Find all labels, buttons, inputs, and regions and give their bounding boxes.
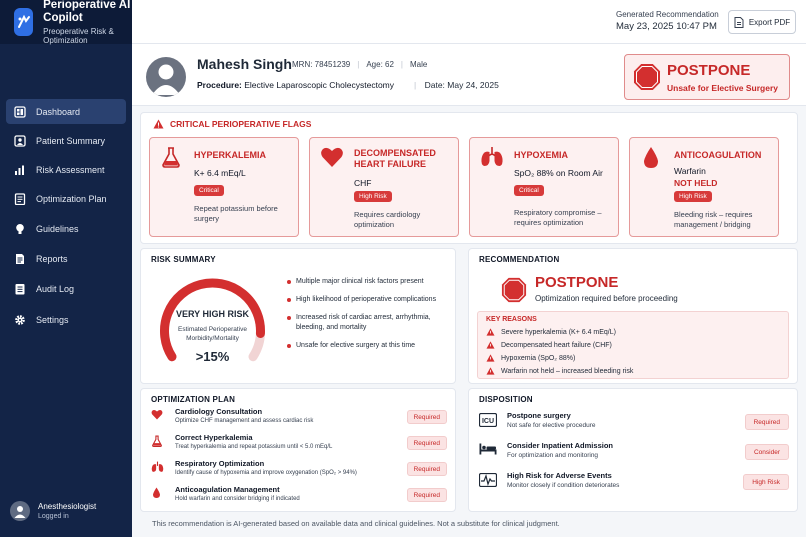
key-reason: [486, 367, 633, 375]
flag-title: DECOMPENSATED HEART FAILURE: [354, 148, 436, 169]
optimization-item-title: Anticoagulation Management: [175, 485, 280, 494]
bar-chart-icon: [14, 164, 26, 176]
status-banner: [624, 54, 790, 100]
key-reason-text: Decompensated heart failure (CHF): [501, 341, 612, 349]
flag-value: Warfarin: [674, 166, 706, 176]
sidebar-item-label: Risk Assessment: [36, 164, 105, 175]
warning-icon: [486, 367, 495, 375]
requirement-tag: Required: [407, 488, 447, 502]
warning-icon: [486, 341, 495, 349]
disposition-item-postpone[interactable]: [479, 409, 789, 439]
generated-date: May 23, 2025 10:47 PM: [616, 21, 717, 32]
key-reason: [486, 354, 575, 362]
disposition-panel: [468, 388, 798, 512]
severity-badge: High Risk: [354, 191, 392, 202]
stop-sign-icon: [501, 277, 527, 303]
flag-card-hypoxemia[interactable]: [469, 137, 619, 237]
blood-drop-icon: [640, 146, 662, 170]
sidebar-item-label: Dashboard: [36, 106, 81, 117]
lungs-icon: [151, 461, 164, 473]
disposition-tag: High Risk: [743, 474, 789, 490]
main-content: [132, 0, 806, 537]
sidebar-item-reports[interactable]: [6, 246, 126, 271]
recommendation-panel: [468, 248, 798, 384]
patient-age: Age: 62: [366, 60, 394, 69]
flag-title: ANTICOAGULATION: [674, 150, 762, 160]
optimization-item-hyperkalemia[interactable]: [151, 432, 447, 456]
flag-card-heart-failure[interactable]: [309, 137, 459, 237]
app-subtitle: Preoperative Risk & Optimization: [43, 27, 114, 45]
flags-title: [153, 119, 311, 129]
key-reason: [486, 328, 616, 336]
user-icon: [146, 57, 186, 97]
sidebar-item-dashboard[interactable]: [6, 99, 126, 124]
user-status: Logged in: [38, 513, 69, 520]
severity-badge: High Risk: [674, 191, 712, 202]
disposition-item-admission[interactable]: [479, 439, 789, 469]
key-reason: [486, 341, 612, 349]
user-profile[interactable]: [10, 501, 96, 521]
optimization-item-respiratory[interactable]: [151, 458, 447, 482]
svg-text:ICU: ICU: [481, 418, 495, 425]
risk-bullet-list: [287, 277, 452, 359]
generated-info: [616, 10, 719, 32]
disposition-item-title: Postpone surgery: [507, 411, 571, 420]
lungs-icon: [480, 146, 504, 168]
ecg-monitor-icon: [479, 473, 497, 487]
key-reasons-box: [477, 311, 789, 379]
export-pdf-button[interactable]: [728, 10, 796, 34]
lightbulb-icon: [14, 223, 26, 235]
procedure-date-line: | Date: May 24, 2025: [414, 80, 499, 90]
bed-icon: [479, 443, 497, 455]
procedure-label: Procedure:: [197, 80, 242, 90]
optimization-item-desc: Treat hyperkalemia and repeat potassium until < 5.0 mEq/L: [175, 444, 333, 450]
optimization-item-title: Respiratory Optimization: [175, 459, 265, 468]
flag-description: Bleeding risk – requires management / bridging: [674, 210, 753, 229]
flag-description: Requires cardiology optimization: [354, 210, 421, 229]
procedure-line: [197, 80, 394, 90]
critical-flags-panel: [140, 112, 798, 244]
requirement-tag: Required: [407, 436, 447, 450]
avatar: [10, 501, 30, 521]
flag-title: HYPOXEMIA: [514, 150, 569, 160]
flag-title: HYPERKALEMIA: [194, 150, 267, 160]
patient-card-icon: [14, 135, 26, 147]
flag-value: CHF: [354, 178, 372, 188]
recommendation-title: RECOMMENDATION: [479, 255, 560, 264]
sidebar-item-label: Patient Summary: [36, 135, 106, 146]
key-reason-text: Severe hyperkalemia (K+ 6.4 mEq/L): [501, 328, 616, 336]
risk-bullet: High likelihood of perioperative complications: [287, 295, 452, 305]
disposition-item-title: High Risk for Adverse Events: [507, 471, 612, 480]
patient-avatar: [146, 57, 186, 97]
disclaimer-footer: This recommendation is AI-generated based on available data and clinical guidelines. Not a substitute for clinical judgment.: [152, 519, 560, 528]
requirement-tag: Required: [407, 462, 447, 476]
optimization-item-desc: Hold warfarin and consider bridging if indicated: [175, 496, 300, 502]
dashboard-icon: [14, 106, 26, 118]
key-reasons-title: KEY REASONS: [486, 316, 537, 323]
sidebar-item-optimization-plan[interactable]: [6, 186, 126, 211]
warning-icon: [486, 354, 495, 362]
patient-sex: Male: [410, 60, 428, 69]
warning-icon: [486, 328, 495, 336]
flask-icon: [151, 435, 163, 447]
disposition-item-high-risk[interactable]: [479, 469, 789, 499]
disposition-title: DISPOSITION: [479, 395, 533, 404]
procedure-date: May 24, 2025: [447, 80, 499, 90]
risk-level: VERY HIGH RISK: [175, 309, 249, 319]
brand-header: [0, 0, 132, 44]
optimization-item-title: Correct Hyperkalemia: [175, 433, 253, 442]
optimization-item-desc: Optimize CHF management and assess cardiac risk: [175, 418, 314, 424]
procedure-name: Elective Laparoscopic Cholecystectomy: [244, 80, 395, 90]
key-reason-text: Warfarin not held – increased bleeding risk: [501, 367, 634, 375]
risk-bullet: Unsafe for elective surgery at this time: [287, 341, 452, 351]
flag-card-anticoagulation[interactable]: [629, 137, 779, 237]
heart-icon: [320, 146, 344, 168]
status-title: POSTPONE: [667, 62, 751, 79]
risk-metric-value: >15%: [195, 349, 230, 364]
severity-badge: Critical: [194, 185, 224, 196]
sidebar: [0, 0, 132, 537]
risk-summary-panel: [140, 248, 456, 384]
flag-value: SpO₂ 88% on Room Air: [514, 168, 603, 178]
flag-description: Repeat potassium before surgery: [194, 204, 278, 223]
sidebar-item-label: Settings: [36, 314, 69, 325]
patient-header: [132, 44, 806, 106]
recommendation-decision: POSTPONE: [535, 274, 619, 291]
flag-value-secondary: NOT HELD: [674, 178, 718, 188]
disposition-item-desc: Not safe for elective procedure: [507, 422, 596, 429]
disposition-tag: Consider: [745, 444, 789, 460]
user-name: Anesthesiologist: [38, 502, 97, 511]
flag-value: K+ 6.4 mEq/L: [194, 168, 246, 178]
optimization-item-desc: Identify cause of hypoxemia and improve oxygenation (SpO₂ > 94%): [175, 470, 357, 476]
top-bar: [132, 0, 806, 44]
sidebar-item-guidelines[interactable]: [6, 216, 126, 241]
clipboard-icon: [14, 193, 26, 205]
gauge-fill: [164, 283, 260, 357]
sidebar-item-risk-assessment[interactable]: [6, 157, 126, 182]
icu-icon: [479, 413, 497, 427]
user-icon: [13, 504, 27, 518]
risk-metric-label: Estimated Perioperative Morbidity/Mortality: [177, 326, 247, 342]
flask-icon: [160, 146, 182, 168]
generated-label: Generated Recommendation: [616, 10, 719, 19]
key-reason-text: Hypoxemia (SpO₂ 88%): [501, 354, 576, 362]
sidebar-item-label: Guidelines: [36, 223, 79, 234]
export-pdf-label: Export PDF: [748, 17, 791, 27]
sidebar-item-audit-log[interactable]: [6, 276, 126, 301]
heart-icon: [151, 409, 163, 420]
disposition-item-desc: Monitor closely if condition deteriorates: [507, 482, 620, 489]
sidebar-item-label: Audit Log: [36, 283, 75, 294]
requirement-tag: Required: [407, 410, 447, 424]
severity-badge: Critical: [514, 185, 544, 196]
stop-sign-icon: [633, 63, 661, 91]
pdf-file-icon: [734, 17, 744, 28]
warning-icon: [153, 119, 164, 129]
status-subtitle: Unsafe for Elective Surgery: [667, 83, 779, 93]
patient-mrn: MRN: 78451239: [292, 60, 351, 69]
optimization-title: OPTIMIZATION PLAN: [151, 395, 236, 404]
recommendation-note: Optimization required before proceeding: [535, 294, 678, 303]
gear-icon: [14, 314, 26, 326]
flag-description: Respiratory compromise – requires optimization: [514, 208, 602, 227]
sidebar-item-patient-summary[interactable]: [6, 128, 126, 153]
risk-bullet: Multiple major clinical risk factors present: [287, 277, 452, 287]
log-icon: [14, 283, 26, 295]
patient-meta: MRN: 78451239 | Age: 62 | Male: [292, 60, 428, 69]
disposition-item-title: Consider Inpatient Admission: [507, 441, 613, 450]
optimization-item-anticoagulation[interactable]: [151, 484, 447, 508]
sidebar-item-settings[interactable]: [6, 307, 126, 332]
optimization-plan-panel: [140, 388, 456, 512]
flag-card-hyperkalemia[interactable]: [149, 137, 299, 237]
blood-drop-icon: [151, 487, 162, 499]
disposition-item-desc: For optimization and monitoring: [507, 452, 599, 459]
flags-title-text: CRITICAL PERIOPERATIVE FLAGS: [170, 119, 312, 129]
date-label: Date:: [424, 80, 445, 90]
risk-bullet: Increased risk of cardiac arrest, arrhythmia, bleeding, and mortality: [287, 313, 452, 333]
document-icon: [14, 253, 26, 265]
app-title: Perioperative AI Copilot: [43, 0, 131, 24]
optimization-item-title: Cardiology Consultation: [175, 407, 263, 416]
app-logo-icon: [14, 8, 33, 36]
sidebar-item-label: Optimization Plan: [36, 193, 107, 204]
optimization-item-cardiology[interactable]: [151, 406, 447, 430]
patient-name: Mahesh Singh: [197, 56, 292, 72]
disposition-tag: Required: [745, 414, 789, 430]
risk-summary-title: RISK SUMMARY: [151, 255, 216, 264]
sidebar-item-label: Reports: [36, 253, 68, 264]
